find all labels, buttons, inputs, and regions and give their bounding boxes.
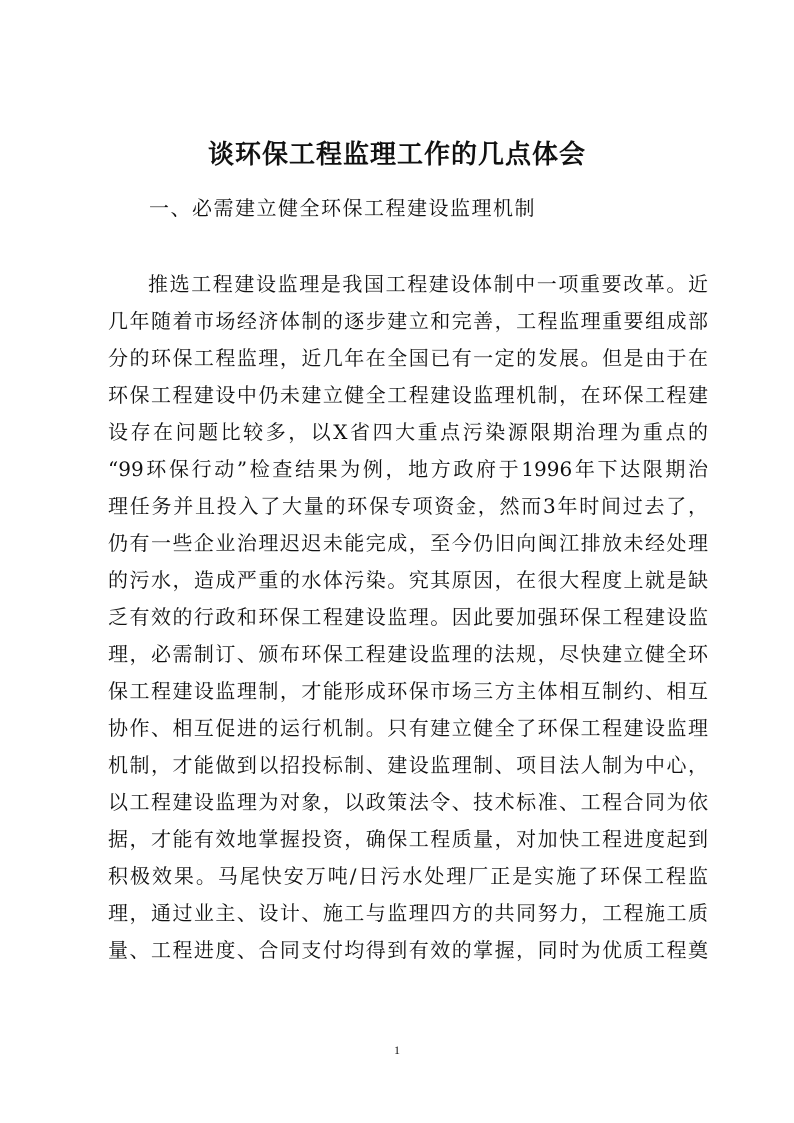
paragraph-line: 环保工程建设中仍未建立健全工程建设监理机制，在环保工程建 (108, 383, 708, 407)
paragraph-line: 量、工程进度、合同支付均得到有效的掌握，同时为优质工程奠 (108, 938, 708, 962)
paragraph-line: 的污水，造成严重的水体污染。究其原因，在很大程度上就是缺 (108, 568, 708, 592)
paragraph-line: 仍有一些企业治理迟迟未能完成，至今仍旧向闽江排放未经处理 (108, 531, 708, 555)
paragraph-line: 据，才能有效地掌握投资，确保工程质量，对加快工程进度起到 (108, 827, 708, 851)
paragraph-line: 设存在问题比较多，以X省四大重点污染源限期治理为重点的 (108, 420, 708, 444)
paragraph-line: 保工程建设监理制，才能形成环保市场三方主体相互制约、相互 (108, 679, 708, 703)
paragraph-line: 乏有效的行政和环保工程建设监理。因此要加强环保工程建设监 (108, 605, 708, 629)
paragraph-line: 理任务并且投入了大量的环保专项资金，然而3年时间过去了， (108, 494, 708, 518)
document-title: 谈环保工程监理工作的几点体会 (207, 140, 586, 170)
paragraph-line: 理，通过业主、设计、施工与监理四方的共同努力，工程施工质 (108, 901, 708, 925)
section-heading: 一、必需建立健全环保工程建设监理机制 (149, 196, 536, 220)
page-number: 1 (394, 1043, 400, 1057)
paragraph-line: 几年随着市场经济体制的逐步建立和完善，工程监理重要组成部 (108, 309, 708, 333)
paragraph-line: 以工程建设监理为对象，以政策法令、技术标准、工程合同为依 (108, 790, 708, 814)
paragraph-line: 协作、相互促进的运行机制。只有建立健全了环保工程建设监理 (108, 716, 708, 740)
paragraph-line: 分的环保工程监理，近几年在全国已有一定的发展。但是由于在 (108, 346, 708, 370)
paragraph-line: 理，必需制订、颁布环保工程建设监理的法规，尽快建立健全环 (108, 642, 708, 666)
paragraph-line: 机制，才能做到以招投标制、建设监理制、项目法人制为中心， (108, 753, 708, 777)
paragraph-line: “99环保行动”检查结果为例，地方政府于1996年下达限期治 (108, 457, 708, 481)
paragraph-line: 推选工程建设监理是我国工程建设体制中一项重要改革。近 (148, 272, 708, 296)
paragraph-line: 积极效果。马尾快安万吨/日污水处理厂正是实施了环保工程监 (108, 864, 708, 888)
